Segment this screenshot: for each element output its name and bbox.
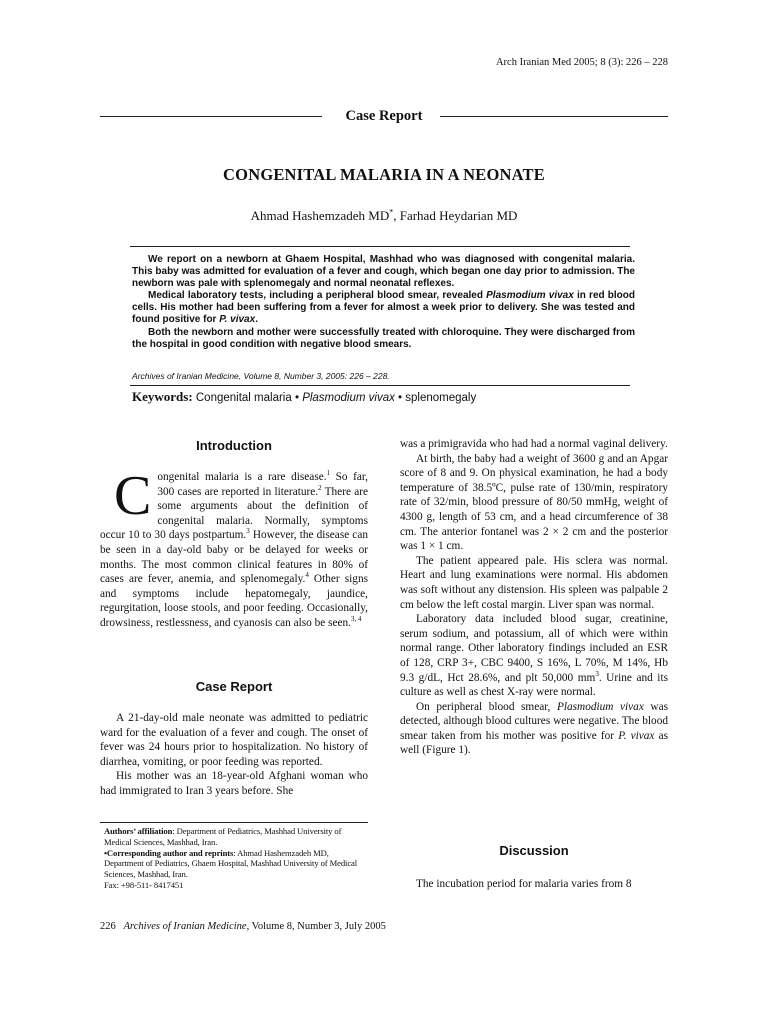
keywords-label: Keywords: [132,389,193,404]
article-title: CONGENITAL MALARIA IN A NEONATE [223,165,545,184]
reference-mark: 1 [326,469,331,478]
author-affiliation [104,826,366,891]
affiliation-text: : Department of Pediatrics, Mashhad University of Medical Sciences, Mashhad, Iran. [104,826,342,847]
abstract-paragraph-2 [132,290,635,326]
keyword: Plasmodium vivax [302,392,395,404]
introduction-body [100,465,368,631]
authors [100,208,668,224]
keyword: splenomegaly [405,392,477,404]
reference-mark: 3, 4 [351,615,362,624]
keyword-separator: • [394,392,406,404]
keywords [132,389,476,405]
right-paragraph-2: The patient appeared pale. His sclera was normal. Heart and lung examinations were normal. His abdomen was soft without any distension. His spleen was palpable 2 cm below the left costal margin. Liver span was normal. [400,554,668,611]
abstract-text: . [255,314,258,326]
right-paragraph-3 [400,612,668,700]
introduction-paragraph [100,465,368,631]
page-number: 226 [100,921,116,932]
intro-text: However, the disease can be seen in a day-old baby or be delayed for weeks or months. The most common clinical features in 80% of cases are fever, anemia, and splenomegaly. [100,529,368,586]
case-paragraph-1: A 21-day-old male neonate was admitted to pediatric ward for the evaluation of a fever and cough. The onset of fever was 24 hours prior to hospitalization. No history of diarrhea, vomiting, or poor feeding was reported. [100,712,368,768]
discussion-body: The incubation period for malaria varies from 8 [416,878,632,890]
smear-text: was detected, although blood cultures were negative. The blood smear taken from his mother was positive for [400,700,668,742]
section-header [100,108,668,126]
intro-text: ongenital malaria is a rare disease. [157,471,327,483]
right-paragraph-4 [400,700,668,758]
journal-citation: Arch Iranian Med 2005; 8 (3): 226 – 228 [495,57,668,68]
smear-text: On peripheral blood smear, [416,700,557,713]
author-1: Ahmad Hashemzadeh MD [250,208,390,223]
affiliation-line [104,826,366,848]
abstract-rule-bottom [130,385,630,386]
intro-text: Other signs and symptoms include hepatomegaly, jaundice, regurgitation, loose stools, and poor feeding. Occasionally, drowsiness, restlessness, and cyanosis can also be seen. [100,573,368,629]
affiliation-rule [100,822,368,823]
corresponding-label: •Corresponding author and reprints [104,847,234,858]
drop-cap: C [114,465,152,527]
abstract-citation: Archives of Iranian Medicine, Volume 8, Number 3, 2005: 226 – 228. [132,371,390,381]
reference-mark: 3 [246,527,250,536]
corresponding-text: : Ahmad Hashemzadeh MD, Department of Pediatrics, Ghaem Hospital, Mashhad University of Medical Sciences, Mashhad, Iran. [104,847,358,880]
section-rule-right [440,116,668,117]
footer-issue: , Volume 8, Number 3, July 2005 [246,921,386,932]
smear-italic: P. vivax [618,729,655,742]
intro-text: So far, 300 cases are reported in literature. [157,471,368,498]
right-paragraph-0: was a primigravida who had had a normal vaginal delivery. [400,438,668,450]
case-report-heading: Case Report [195,679,273,694]
fax-line: Fax: +98-511- 8417451 [104,879,184,890]
reference-mark: 4 [305,571,309,580]
superscript: 3 [595,669,599,678]
smear-text: as well (Figure 1). [400,729,669,757]
reference-mark: 2 [318,483,322,492]
case-paragraph-2: His mother was an 18-year-old Afghani woman who had immigrated to Iran 3 years before. She [100,770,368,797]
keyword-separator: • [291,392,303,404]
corresponding-line [104,848,366,880]
section-label: Case Report [345,108,423,124]
affiliation-label: Authors’ affiliation [104,826,173,836]
abstract-text: Medical laboratory tests, including a peripheral blood smear, revealed [148,290,487,302]
keyword: Congenital malaria [195,392,292,404]
smear-italic: Plasmodium vivax [556,700,644,713]
introduction-heading: Introduction [196,438,272,453]
right-column-body [400,437,668,758]
lab-text: . Urine and its culture as well as chest X-ray were normal. [400,671,668,699]
intro-text: There are some arguments about the definition of congenital malaria. Normally, symptoms occur 10 to 30 days postpartum. [100,485,368,542]
lab-text: Laboratory data included blood sugar, creatinine, serum sodium, and potassium, all of which were within normal range. Other laboratory findings included an ESR of 128, CRP 3+, CBC 9400, S 16%, L 70%, M 14%, Hb 9.3 g/dL, Hct 28.6%, and plt 50,000 mm [400,613,668,684]
case-report-body [100,711,368,799]
author-2: , Farhad Heydarian MD [393,208,518,223]
footer-journal: Archives of Iranian Medicine [123,921,247,932]
page-footer [100,921,386,932]
abstract-paragraph-3: Both the newborn and mother were successfully treated with chloroquine. They were discharged from the hospital in good condition with negative blood smears. [132,326,635,350]
abstract-paragraph-1: We report on a newborn at Ghaem Hospital, Mashhad who was diagnosed with congenital malaria. This baby was admitted for evaluation of a fever and cough, which began one day prior to admission. The newborn was pale with splenomegaly and normal neonatal reflexes. [132,254,635,290]
abstract-rule-top [130,246,630,247]
abstract-italic: P. vivax [219,314,256,326]
right-paragraph-1: At birth, the baby had a weight of 3600 g and an Apgar score of 8 and 9. On physical examination, he had a body temperature of 38.5ºC, pulse rate of 130/min, respiratory rate of 32/min, blood pressure of 80/50 mmHg, weight of 4300 g, length of 53 cm, and a head circumference of 38 cm. The anterior fontanel was 2 × 2 cm and the posterior was 1 × 1 cm. [400,452,668,553]
abstract [132,254,635,351]
discussion-heading: Discussion [499,843,569,858]
abstract-text: in red blood cells. His mother had been suffering from a fever for almost a week prior to delivery. She was tested and found positive for [132,290,636,326]
abstract-italic: Plasmodium vivax [486,290,574,302]
corresponding-mark: * [389,207,394,217]
